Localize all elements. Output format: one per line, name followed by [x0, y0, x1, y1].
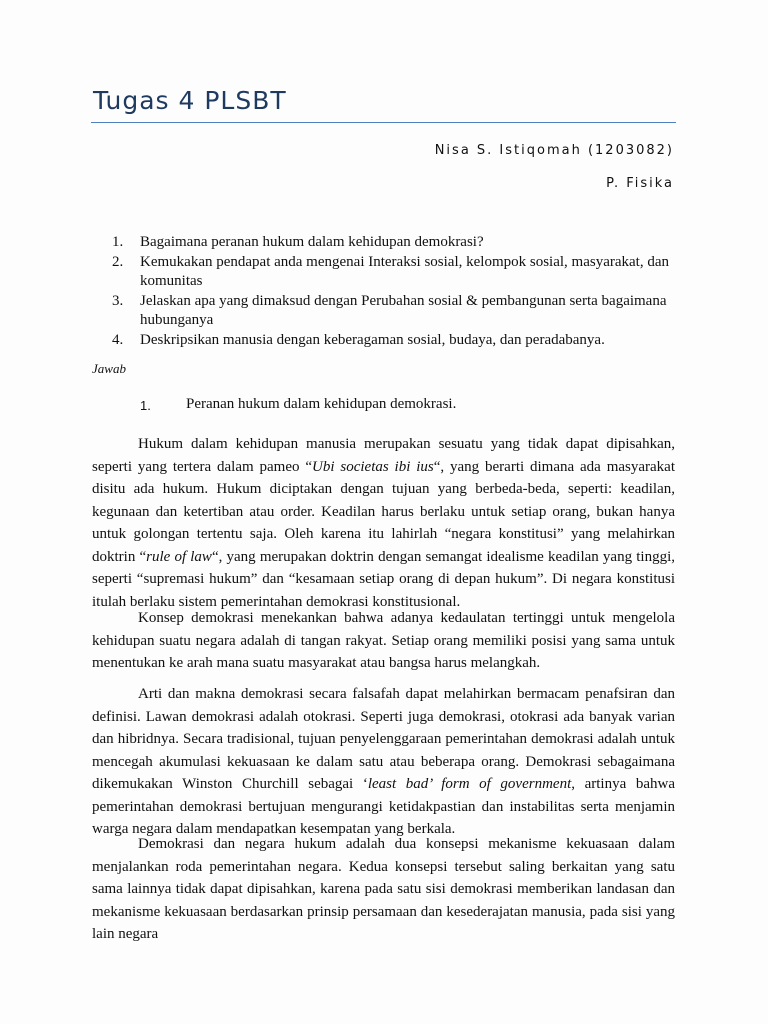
paragraph-text: Hukum dalam kehidupan manusia merupakan sesuatu yang tidak dapat dipisahkan, seperti yang tertera dalam pameo “ [92, 436, 675, 475]
rule-of-law-phrase: rule of law [146, 548, 212, 565]
question-number: 3. [112, 292, 124, 309]
question-number: 1. [112, 234, 124, 250]
answer-label: Jawab [92, 361, 126, 376]
question-text: Kemukakan pendapat anda mengenai Interaksi sosial, kelompok sosial, masyarakat, dan komunitas [140, 253, 669, 289]
paragraph-text: Arti dan makna demokrasi secara falsafah dapat melahirkan bermacam penafsiran dan definisi. Lawan demokrasi adalah otokrasi. Seperti juga demokrasi, otokrasi ada banyak varian dan hibridnya. Secara tradisional, tujuan penyelenggaraan pemerintahan demokrasi adalah untuk mencegah akumulasi kekuasaan ke dalam satu atau beberapa orang. Demokrasi sebagaimana dikemukakan Winston Churchill sebagai ‘ [92, 686, 675, 792]
document-title: Tugas 4 PLSBT [93, 86, 287, 115]
paragraph-text: “, yang merupakan doktrin dengan semangat idealisme keadilan yang tinggi, seperti “supremasi hukum” dan “kesamaan setiap orang di depan hukum”. Di negara konstitusi itulah berlaku sistem pemerintahan demokrasi konstitusional. [92, 548, 675, 610]
question-number: 2. [112, 253, 124, 270]
question-number: 4. [112, 331, 124, 348]
answer-number: 1. [140, 398, 151, 413]
question-item [112, 292, 678, 331]
paragraph-text: “, yang berarti dimana ada masyarakat disitu ada hukum. Hukum diciptakan dengan tujuan yang berbeda-beda, seperti: keadilan, kegunaan dan ketertiban atau order. Keadilan harus berlaku untuk setiap orang, bukan hanya untuk golongan tertentu saja. Oleh karena itu lahirlah “negara konstitusi” yang melahirkan doktrin “ [92, 458, 675, 565]
english-phrase: least bad’ form of government [367, 776, 572, 792]
paragraph-2: Konsep demokrasi menekankan bahwa adanya kedaulatan tertinggi untuk mengelola kehidupan suatu negara adalah di tangan rakyat. Setiap orang memiliki posisi yang sama untuk menentukan ke arah mana suatu masyarakat atau bangsa harus melangkah. [92, 610, 675, 671]
paragraph-1 [92, 433, 675, 613]
question-item [112, 253, 678, 292]
latin-phrase: Ubi societas ibi ius [312, 458, 434, 475]
question-list [112, 233, 678, 350]
paragraph-text: , artinya bahwa pemerintahan demokrasi bertujuan mengurangi ketidakpastian dan instabilitas serta menjamin warga negara dalam mendapatkan kesempatan yang berkala. [92, 776, 675, 837]
author-line: Nisa S. Istiqomah (1203082) [434, 143, 674, 158]
question-item [112, 233, 678, 253]
department-line: P. Fisika [606, 176, 674, 191]
paragraph-3 [92, 683, 675, 841]
question-text: Bagaimana peranan hukum dalam kehidupan demokrasi? [140, 234, 484, 250]
question-text: Deskripsikan manusia dengan keberagaman sosial, budaya, dan peradabanya. [140, 331, 605, 348]
question-item [112, 331, 678, 351]
question-text: Jelaskan apa yang dimaksud dengan Perubahan sosial & pembangunan serta bagaimana hubunganya [140, 292, 667, 328]
answer-heading-text: Peranan hukum dalam kehidupan demokrasi. [186, 396, 457, 412]
paragraph-4: Demokrasi dan negara hukum adalah dua konsepsi mekanisme kekuasaan dalam menjalankan roda pemerintahan negara. Kedua konsepsi tersebut saling berkaitan yang satu sama lainnya tidak dapat dipisahkan, karena pada satu sisi demokrasi memberikan landasan dan mekanisme kekuasaan berdasarkan prinsip persamaan dan kesederajatan manusia, pada sisi yang lain negara [92, 836, 675, 942]
answer-heading [140, 396, 456, 413]
title-divider [91, 122, 676, 123]
